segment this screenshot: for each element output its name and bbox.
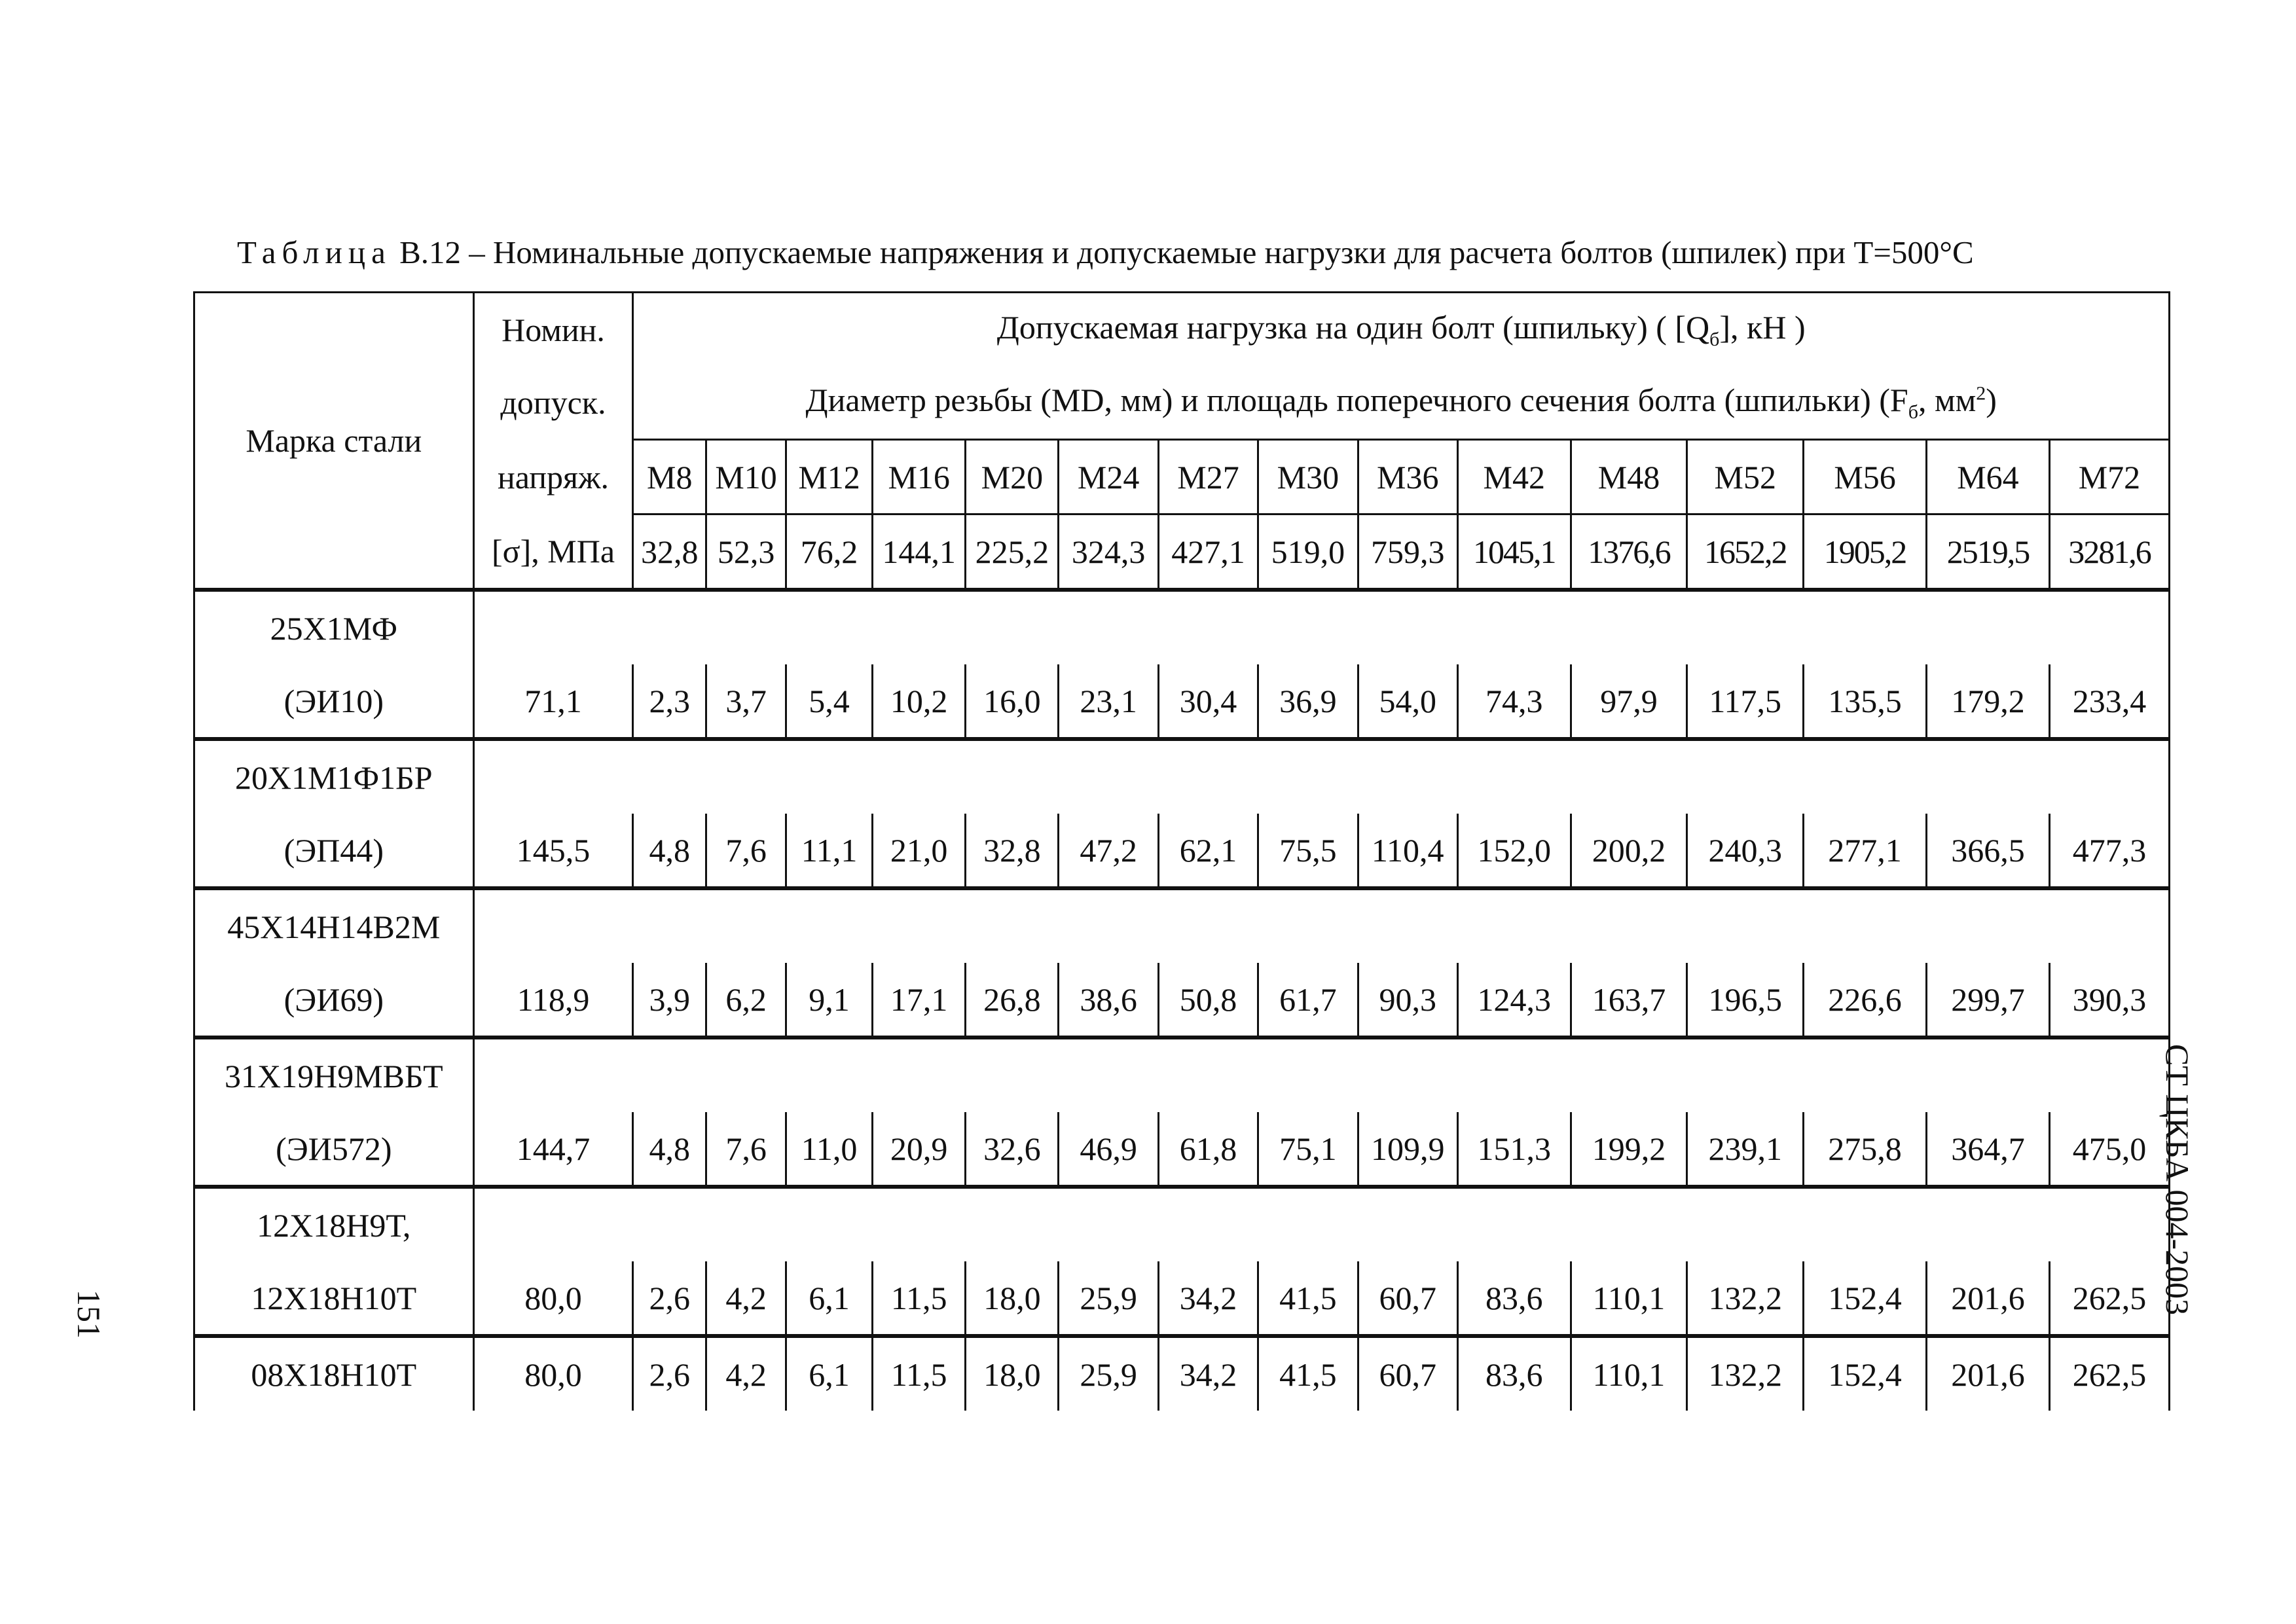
load-cell: 6,1 [786, 1261, 873, 1336]
load-cell: 124,3 [1457, 963, 1571, 1038]
caption-text: В.12 – Номинальные допускаемые напряжения и допускаемые нагрузки для расчета болтов (шпилек) при T=500°C [399, 234, 1974, 270]
load-cell: 163,7 [1571, 963, 1687, 1038]
table-row [194, 1336, 2170, 1411]
load-cell: 97,9 [1571, 664, 1687, 739]
load-cell: 196,5 [1687, 963, 1804, 1038]
load-cell: 226,6 [1804, 963, 1927, 1038]
header-stress-line: Номин. [473, 293, 633, 367]
table-row [194, 1261, 2170, 1336]
load-cell: 151,3 [1457, 1112, 1571, 1187]
load-cell: 5,4 [786, 664, 873, 739]
table-row [194, 888, 2170, 963]
load-cell: 3,9 [633, 963, 706, 1038]
load-cell: 233,4 [2049, 664, 2169, 739]
load-cell: 10,2 [873, 664, 966, 739]
header-area-cell: 519,0 [1258, 514, 1358, 590]
table-row [194, 814, 2170, 888]
load-cell: 74,3 [1457, 664, 1571, 739]
header-size-cell: М72 [2049, 440, 2169, 514]
load-cell: 9,1 [786, 963, 873, 1038]
steel-grade-cell: 25Х1МФ [194, 590, 474, 664]
load-cell: 366,5 [1927, 814, 2050, 888]
header-row [194, 366, 2170, 440]
load-cell: 75,1 [1258, 1112, 1358, 1187]
load-cell: 277,1 [1804, 814, 1927, 888]
load-cell: 11,5 [873, 1261, 966, 1336]
header-area-cell: 144,1 [873, 514, 966, 590]
header-size-cell: М52 [1687, 440, 1804, 514]
load-cell: 2,6 [633, 1261, 706, 1336]
steel-grade-cell: (ЭИ10) [194, 664, 474, 739]
load-cell: 83,6 [1457, 1261, 1571, 1336]
load-cell: 20,9 [873, 1112, 966, 1187]
header-area-cell: 2519,5 [1927, 514, 2050, 590]
header-size-cell: М36 [1358, 440, 1457, 514]
header-area-cell: 76,2 [786, 514, 873, 590]
header-stress-line: допуск. [473, 366, 633, 440]
load-cell: 239,1 [1687, 1112, 1804, 1187]
header-area-cell: 759,3 [1358, 514, 1457, 590]
load-cell: 109,9 [1358, 1112, 1457, 1187]
header-size-cell: М64 [1927, 440, 2050, 514]
load-cell: 38,6 [1059, 963, 1158, 1038]
load-cell: 32,8 [966, 814, 1059, 888]
load-cell: 60,7 [1358, 1261, 1457, 1336]
row-spacer-cell [473, 1038, 2169, 1112]
stress-cell: 144,7 [473, 1112, 633, 1187]
header-steel-grade: Марка стали [194, 293, 474, 590]
load-cell: 62,1 [1158, 814, 1258, 888]
load-cell: 110,4 [1358, 814, 1457, 888]
load-cell: 54,0 [1358, 664, 1457, 739]
steel-grade-cell: (ЭП44) [194, 814, 474, 888]
table-row [194, 590, 2170, 664]
load-cell: 6,1 [786, 1336, 873, 1411]
steel-grade-cell: (ЭИ572) [194, 1112, 474, 1187]
steel-grade-cell: (ЭИ69) [194, 963, 474, 1038]
header-area-cell: 1376,6 [1571, 514, 1687, 590]
load-cell: 7,6 [706, 1112, 786, 1187]
stress-cell: 118,9 [473, 963, 633, 1038]
table-caption [237, 232, 2208, 273]
load-cell: 152,0 [1457, 814, 1571, 888]
header-size-cell: М10 [706, 440, 786, 514]
header-size-cell: М48 [1571, 440, 1687, 514]
header-area-cell: 1652,2 [1687, 514, 1804, 590]
load-cell: 110,1 [1571, 1261, 1687, 1336]
load-cell: 132,2 [1687, 1336, 1804, 1411]
header-sizes-row [194, 440, 2170, 514]
load-cell: 135,5 [1804, 664, 1927, 739]
load-cell: 47,2 [1059, 814, 1158, 888]
row-spacer-cell [473, 1187, 2169, 1261]
load-cell: 41,5 [1258, 1336, 1358, 1411]
load-cell: 25,9 [1059, 1261, 1158, 1336]
header-load-title: Допускаемая нагрузка на один болт (шпильку) ( $[Q_б]$, кН ) [633, 293, 2170, 367]
table-row [194, 739, 2170, 814]
table-row [194, 664, 2170, 739]
load-cell: 21,0 [873, 814, 966, 888]
load-cell: 11,5 [873, 1336, 966, 1411]
steel-grade-cell: 12Х18Н10Т [194, 1261, 474, 1336]
load-cell: 18,0 [966, 1261, 1059, 1336]
load-cell: 152,4 [1804, 1261, 1927, 1336]
load-cell: 3,7 [706, 664, 786, 739]
load-cell: 18,0 [966, 1336, 1059, 1411]
load-cell: 4,8 [633, 814, 706, 888]
load-cell: 200,2 [1571, 814, 1687, 888]
load-cell: 34,2 [1158, 1336, 1258, 1411]
header-stress-line: [σ], МПа [473, 514, 633, 590]
load-cell: 83,6 [1457, 1336, 1571, 1411]
load-cell: 75,5 [1258, 814, 1358, 888]
header-area-cell: 32,8 [633, 514, 706, 590]
load-cell: 30,4 [1158, 664, 1258, 739]
load-cell: 16,0 [966, 664, 1059, 739]
load-cell: 11,0 [786, 1112, 873, 1187]
page-number: 151 [71, 1290, 107, 1339]
row-spacer-cell [473, 739, 2169, 814]
load-cell: 110,1 [1571, 1336, 1687, 1411]
load-cell: 25,9 [1059, 1336, 1158, 1411]
load-cell: 26,8 [966, 963, 1059, 1038]
load-cell: 11,1 [786, 814, 873, 888]
load-cell: 179,2 [1927, 664, 2050, 739]
header-area-cell: 1045,1 [1457, 514, 1571, 590]
header-area-cell: 427,1 [1158, 514, 1258, 590]
header-size-cell: М16 [873, 440, 966, 514]
stress-cell: 71,1 [473, 664, 633, 739]
load-cell: 61,7 [1258, 963, 1358, 1038]
load-cell: 60,7 [1358, 1336, 1457, 1411]
load-cell: 299,7 [1927, 963, 2050, 1038]
load-cell: 17,1 [873, 963, 966, 1038]
load-cell: 36,9 [1258, 664, 1358, 739]
stress-cell: 145,5 [473, 814, 633, 888]
load-cell: 390,3 [2049, 963, 2169, 1038]
header-size-cell: М56 [1804, 440, 1927, 514]
load-cell: 4,2 [706, 1261, 786, 1336]
table-row [194, 1187, 2170, 1261]
load-cell: 201,6 [1927, 1261, 2050, 1336]
load-cell: 2,6 [633, 1336, 706, 1411]
load-cell: 34,2 [1158, 1261, 1258, 1336]
load-cell: 240,3 [1687, 814, 1804, 888]
load-cell: 23,1 [1059, 664, 1158, 739]
header-size-cell: М24 [1059, 440, 1158, 514]
header-size-cell: М20 [966, 440, 1059, 514]
load-cell: 275,8 [1804, 1112, 1927, 1187]
caption-lead: Таблица [237, 234, 392, 270]
load-cell: 32,6 [966, 1112, 1059, 1187]
header-area-cell: 1905,2 [1804, 514, 1927, 590]
load-cell: 4,2 [706, 1336, 786, 1411]
header-areas-row [194, 514, 2170, 590]
load-cell: 152,4 [1804, 1336, 1927, 1411]
steel-grade-cell: 20Х1М1Ф1БР [194, 739, 474, 814]
load-cell: 46,9 [1059, 1112, 1158, 1187]
load-cell: 262,5 [2049, 1336, 2169, 1411]
header-size-cell: М30 [1258, 440, 1358, 514]
header-size-cell: М12 [786, 440, 873, 514]
header-area-cell: 52,3 [706, 514, 786, 590]
header-area-cell: 324,3 [1059, 514, 1158, 590]
header-area-cell: 225,2 [966, 514, 1059, 590]
bolt-load-table [193, 291, 2170, 1411]
load-cell: 2,3 [633, 664, 706, 739]
table-row [194, 1038, 2170, 1112]
load-cell: 477,3 [2049, 814, 2169, 888]
load-cell: 41,5 [1258, 1261, 1358, 1336]
load-cell: 117,5 [1687, 664, 1804, 739]
steel-grade-cell: 45Х14Н14В2М [194, 888, 474, 963]
load-cell: 199,2 [1571, 1112, 1687, 1187]
steel-grade-cell: 12Х18Н9Т, [194, 1187, 474, 1261]
header-size-cell: М42 [1457, 440, 1571, 514]
table-row [194, 963, 2170, 1038]
load-cell: 475,0 [2049, 1112, 2169, 1187]
table-row [194, 1112, 2170, 1187]
load-cell: 7,6 [706, 814, 786, 888]
load-cell: 50,8 [1158, 963, 1258, 1038]
load-cell: 6,2 [706, 963, 786, 1038]
header-row [194, 293, 2170, 367]
header-area-cell: 3281,6 [2049, 514, 2169, 590]
load-cell: 201,6 [1927, 1336, 2050, 1411]
load-cell: 61,8 [1158, 1112, 1258, 1187]
row-spacer-cell [473, 888, 2169, 963]
header-diameter-title: Диаметр резьбы (MD, мм) и площадь поперечного сечения болта (шпильки) ($F_б$, $мм^2$) [633, 366, 2170, 440]
header-size-cell: М8 [633, 440, 706, 514]
load-cell: 132,2 [1687, 1261, 1804, 1336]
row-spacer-cell [473, 590, 2169, 664]
header-stress-line: напряж. [473, 440, 633, 514]
document-code: СТ ЦКБА 004-2003 [2159, 1044, 2196, 1316]
load-cell: 90,3 [1358, 963, 1457, 1038]
steel-grade-cell: 08Х18Н10Т [194, 1336, 474, 1411]
load-cell: 262,5 [2049, 1261, 2169, 1336]
load-cell: 364,7 [1927, 1112, 2050, 1187]
steel-grade-cell: 31Х19Н9МВБТ [194, 1038, 474, 1112]
stress-cell: 80,0 [473, 1261, 633, 1336]
stress-cell: 80,0 [473, 1336, 633, 1411]
load-cell: 4,8 [633, 1112, 706, 1187]
header-size-cell: М27 [1158, 440, 1258, 514]
